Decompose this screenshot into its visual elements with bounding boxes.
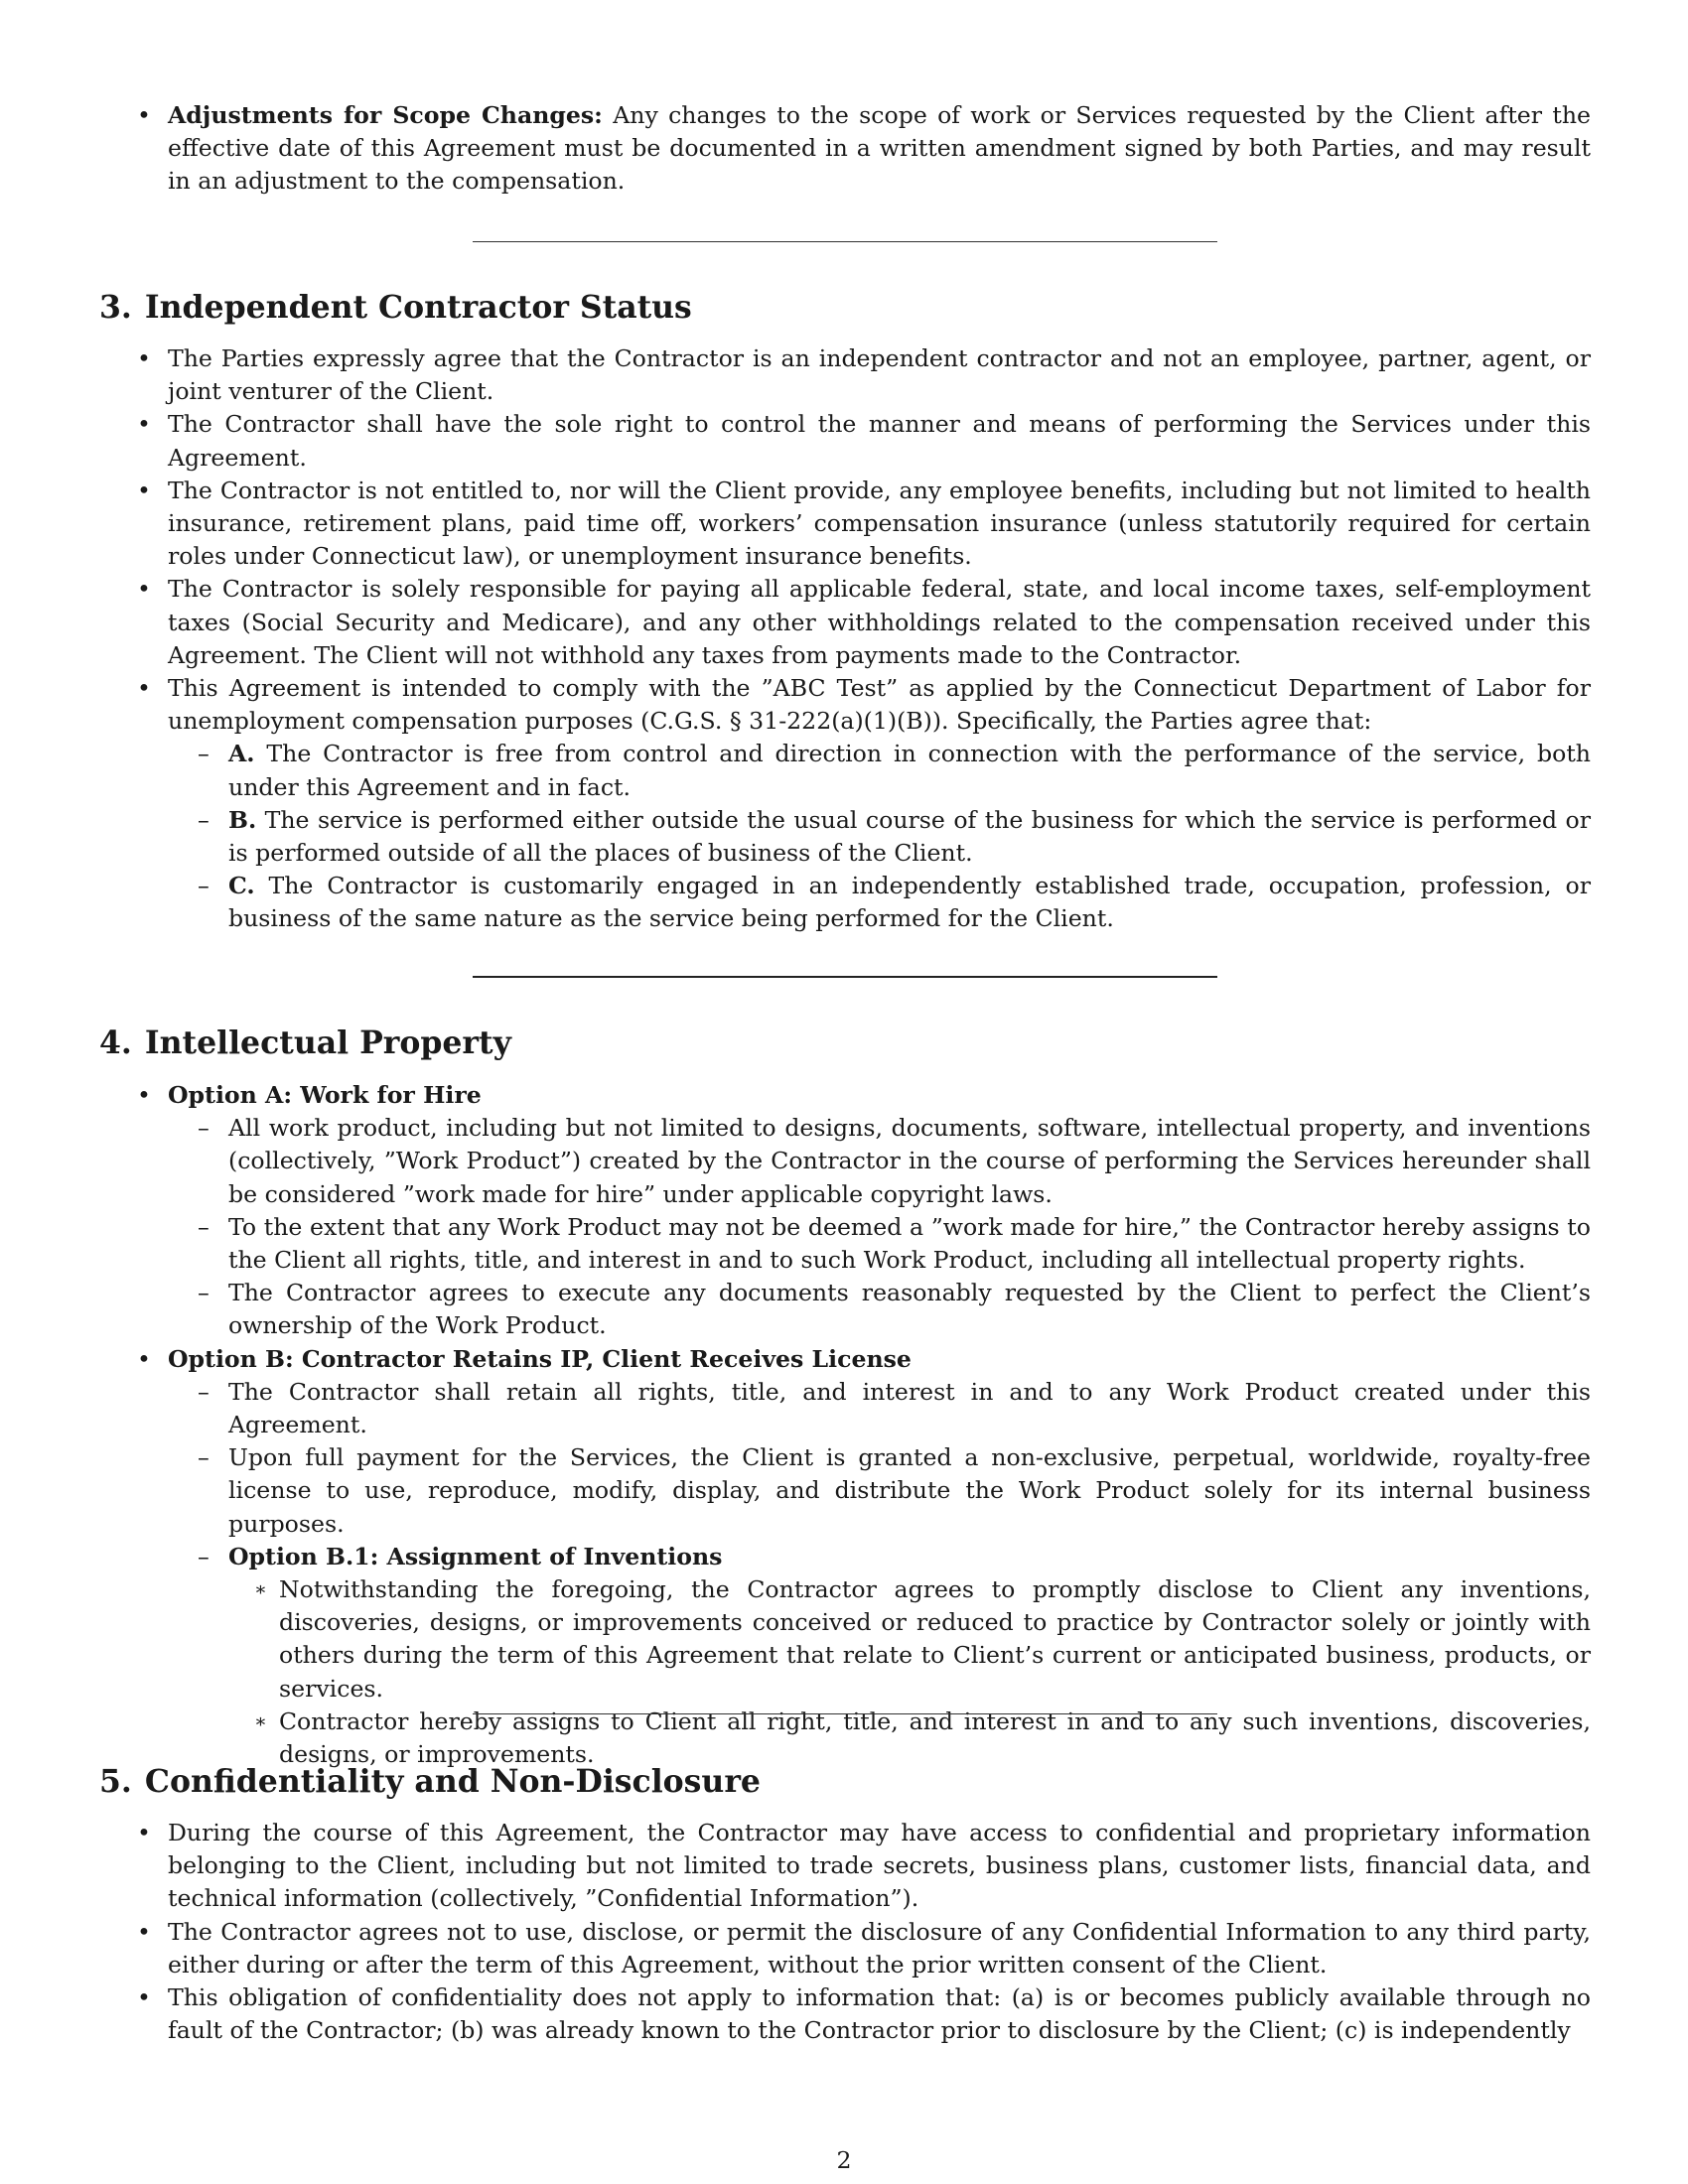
list-item: • The Contractor is not entitled to, nor will the Client provide, any employee benefits, including but not limited to health insurance, retirement plans, paid time off, workers’ compensation insurance (unless statutorily required for certain roles under Connecticut law), or unemployment insurance benefits. <box>137 476 1591 571</box>
option-a: • Option A: Work for Hire – All work product, including but not limited to designs, documents, software, intellectual property, and inventions (collectively, ”Work Product”) created by the Contractor in the course of performing the Services hereunder shall be considered ”work made for hire” under applicable copyright laws. – To the extent that any Work Product may not be deemed a ”work made for hire,” the Contractor hereby assigns to the Client all rights, title, and interest in and to such Work Product, including all intellectual property rights. – The Contractor agrees to execute any documents reasonably requested by the Client to perfect the Client’s ownership of the Work Product. <box>99 1079 1591 1343</box>
list-item: – To the extent that any Work Product may not be deemed a ”work made for hire,” the Contractor hereby assigns to the Client all rights, title, and interest in and to such Work Product, including all intellectual property rights. <box>198 1212 1591 1275</box>
option-b1: – Option B.1: Assignment of Inventions ∗ Notwithstanding the foregoing, the Contractor agrees to promptly disclose to Client any inventions, discoveries, designs, or improvements conceived or reduced to practice by Contractor solely or jointly with others during the term of this Agreement that relate to Client’s current or anticipated business, products, or services. ∗ Contractor hereby assigns to Client all right, title, and interest in and to any such inventions, discoveries, designs, or improvements. <box>168 1541 1591 1771</box>
list-item: • The Contractor agrees not to use, disclose, or permit the disclosure of any Confidential Information to any third party, either during or after the term of this Agreement, without the prior written consent of the Client. <box>137 1917 1591 1979</box>
list-item: • This Agreement is intended to comply with the ”ABC Test” as applied by the Connecticut Department of Labor for unemployment compensation purposes (C.G.S. § 31-222(a)(1)(B)). Specifically, the Parties agree that: – A. The Contractor is free from control and direction in connection with the performance of the service, both under this Agreement and in fact. – B. The service is performed either outside the usual course of the business for which the service is performed or is performed outside of all the places of business of the Client. – C. The Contractor is customarily engaged in an independently established trade, occupation, profession, or business of the same nature as the service being performed for the Client. <box>99 672 1591 936</box>
section-4 <box>99 1024 1591 1063</box>
page-number: 2 <box>836 2146 852 2174</box>
section-heading: 4. Intellectual Property <box>99 1024 511 1061</box>
scope-changes-block <box>99 99 1591 199</box>
abc-item: – B. The service is performed either outside the usual course of the business for which the service is performed or is performed outside of all the places of business of the Client. <box>198 805 1592 868</box>
list-item: • During the course of this Agreement, the Contractor may have access to confidential and proprietary information belonging to the Client, including but not limited to trade secrets, business plans, customer lists, financial data, and technical information (collectively, ”Confidential Information”). <box>137 1819 1591 1913</box>
item-text: Any changes to the scope of work or Services requested by the Client after the effective date of this Agreement must be documented in a written amendment signed by both Parties, and may result in an adjustment to the compensation. <box>168 101 1592 196</box>
list-item: • This obligation of confidentiality does not apply to information that: (a) is or becomes publicly available through no fault of the Contractor; (b) was already known to the Contractor prior to disclosure by the Client; (c) is independently <box>137 1983 1591 2045</box>
option-b: • Option B: Contractor Retains IP, Client Receives License – The Contractor shall retain all rights, title, and interest in and to any Work Product created under this Agreement. – Upon full payment for the Services, the Client is granted a non-exclusive, perpetual, worldwide, royalty-free license to use, reproduce, modify, display, and distribute the Work Product solely for its internal business purposes. – Option B.1: Assignment of Inventions ∗ Notwithstanding the foregoing, the Contractor agrees to promptly disclose to Client any inventions, discoveries, designs, or improvements conceived or reduced to practice by Contractor solely or jointly with others during the term of this Agreement that relate to Client’s current or anticipated business, products, or services. ∗ Contractor hereby assigns to Client all right, title, and interest in and to any such inventions, discoveries, designs, or improvements. <box>99 1343 1591 1772</box>
list-item: ∗ Contractor hereby assigns to Client all right, title, and interest in and to any such inventions, discoveries, designs, or improvements. <box>254 1706 1591 1769</box>
section-3 <box>99 288 1591 328</box>
section-5 <box>99 1762 1591 1802</box>
list-item: • The Contractor shall have the sole right to control the manner and means of performing the Services under this Agreement. <box>137 410 1591 472</box>
section-heading: 3. Independent Contractor Status <box>99 289 692 326</box>
list-item: ∗ Notwithstanding the foregoing, the Contractor agrees to promptly disclose to Client any inventions, discoveries, designs, or improvements conceived or reduced to practice by Contractor solely or jointly with others during the term of this Agreement that relate to Client’s current or anticipated business, products, or services. <box>254 1575 1591 1703</box>
item-label: Adjustments for Scope Changes: <box>168 101 603 129</box>
list-item: • The Parties expressly agree that the Contractor is an independent contractor and not an employee, partner, agent, or joint venturer of the Client. <box>137 344 1591 406</box>
list-item: • The Contractor is solely responsible for paying all applicable federal, state, and local income taxes, self-employment taxes (Social Security and Medicare), and any other withholdings related to the compensation received under this Agreement. The Client will not withhold any taxes from payments made to the Contractor. <box>137 575 1591 669</box>
section-divider <box>473 976 1217 978</box>
list-item: • Adjustments for Scope Changes: Any changes to the scope of work or Services requested by the Client after the effective date of this Agreement must be documented in a written amendment signed by both Parties, and may result in an adjustment to the compensation. <box>137 101 1592 196</box>
abc-item: – A. The Contractor is free from control and direction in connection with the performance of the service, both under this Agreement and in fact. <box>198 740 1591 801</box>
section-divider <box>473 241 1217 242</box>
list-item: – Upon full payment for the Services, the Client is granted a non-exclusive, perpetual, worldwide, royalty-free license to use, reproduce, modify, display, and distribute the Work Product solely for its internal business purposes. <box>198 1443 1591 1538</box>
section-divider <box>473 1713 1217 1714</box>
abc-item: – C. The Contractor is customarily engaged in an independently established trade, occupation, profession, or business of the same nature as the service being performed for the Client. <box>198 872 1591 933</box>
section-3-body <box>99 342 1591 936</box>
section-4-body <box>99 1079 1591 1771</box>
list-item: – All work product, including but not limited to designs, documents, software, intellectual property, and inventions (collectively, ”Work Product”) created by the Contractor in the course of performing the Services hereunder shall be considered ”work made for hire” under applicable copyright laws. <box>198 1114 1591 1208</box>
list-item: – The Contractor agrees to execute any documents reasonably requested by the Client to perfect the Client’s ownership of the Work Product. <box>198 1279 1591 1340</box>
section-5-body <box>99 1817 1591 2047</box>
section-heading: 5. Confidentiality and Non-Disclosure <box>99 1763 761 1800</box>
list-item: – The Contractor shall retain all rights, title, and interest in and to any Work Product created under this Agreement. <box>198 1377 1591 1439</box>
